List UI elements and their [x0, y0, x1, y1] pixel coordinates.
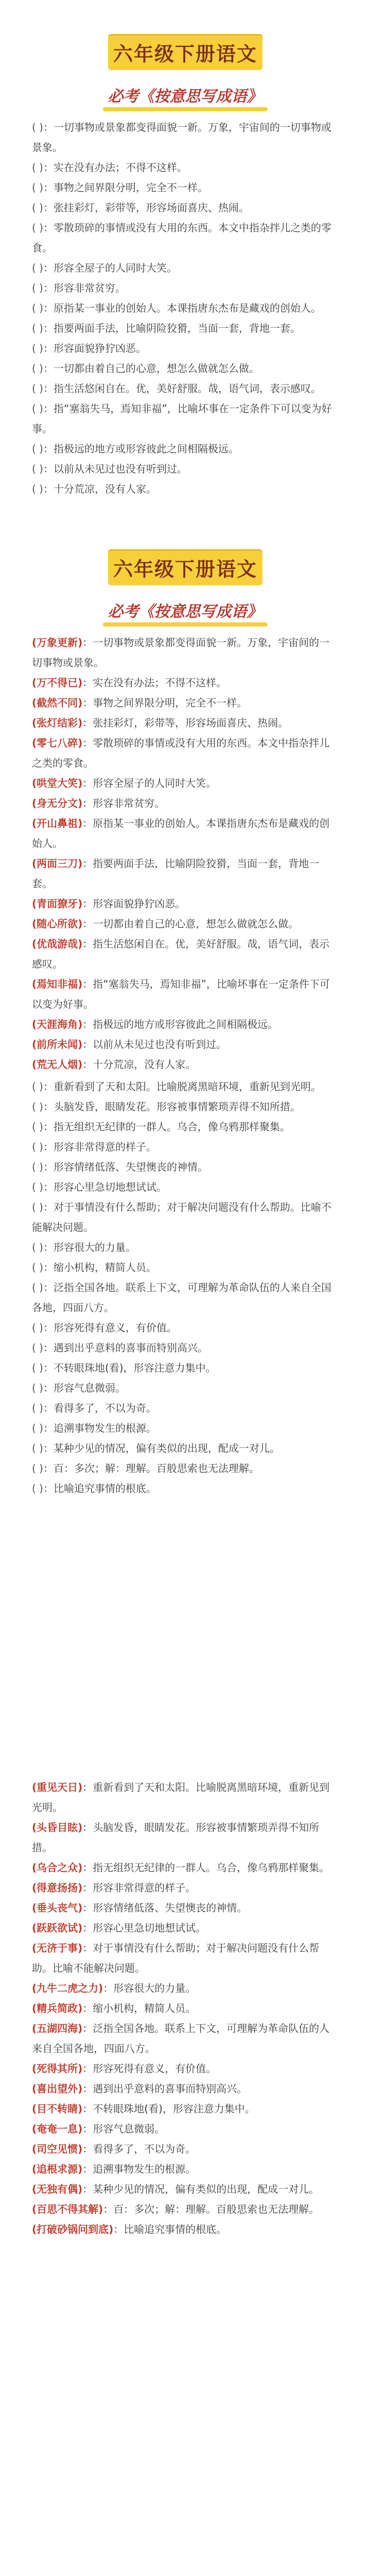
separator: ：: [43, 1261, 54, 1274]
idiom-definition: 一切事物或景象都变得面貌一新。万象，宇宙间的一切事物或景象。: [32, 636, 330, 669]
separator: ：: [82, 737, 93, 749]
separator: ：: [43, 282, 54, 294]
idiom-blank: ( ): [32, 1482, 43, 1495]
idiom-answer: (死得其所): [32, 2062, 83, 2075]
idiom-entry: [0, 1238, 370, 1258]
idiom-answer: (天涯海角): [32, 1018, 83, 1030]
idiom-entry: [0, 1898, 370, 1918]
separator: ：: [43, 222, 54, 234]
separator: ：: [82, 2002, 93, 2014]
separator: ：: [43, 1482, 54, 1495]
idiom-entry: [0, 117, 370, 158]
idiom-answer: (得意扬扬): [32, 1882, 83, 1894]
idiom-entry: [0, 1318, 370, 1338]
idiom-answer: (无济于事): [32, 1942, 83, 1954]
separator: ：: [82, 1058, 93, 1071]
idiom-entry: [0, 1278, 370, 1318]
idiom-definition: 缩小机构，精简人员。: [53, 1261, 156, 1274]
separator: ：: [82, 777, 93, 789]
idiom-definition: 比喻追究事情的根底。: [53, 1482, 156, 1495]
idiom-entry: [0, 278, 370, 298]
idiom-blank: ( ): [32, 1382, 43, 1394]
idiom-answer: (随心所欲): [32, 918, 83, 930]
section-3-entries: [0, 1077, 370, 1499]
separator: ：: [82, 697, 93, 709]
idiom-definition: 形容心里急切地想试试。: [53, 1181, 167, 1193]
idiom-definition: 一切事物或景象都变得面貌一新。万象，宇宙间的一切事物或景象。: [32, 121, 331, 154]
idiom-entry: [0, 814, 370, 854]
idiom-blank: ( ): [32, 322, 43, 334]
idiom-definition: 遇到出乎意料的喜事而特别高兴。: [93, 2082, 248, 2095]
separator: ：: [43, 121, 54, 133]
idiom-blank: ( ): [32, 1121, 43, 1133]
idiom-blank: ( ): [32, 1402, 43, 1414]
separator: ：: [43, 1141, 54, 1153]
idiom-entry: [0, 733, 370, 773]
idiom-entry: [0, 1459, 370, 1479]
idiom-blank: ( ): [32, 483, 43, 495]
idiom-definition: 形容非常贫穷。: [93, 797, 165, 809]
section-2-banner: [108, 549, 262, 585]
idiom-definition: 某种少见的情况，偏有类似的出现，配成一对儿。: [93, 2183, 320, 2195]
idiom-definition: 十分荒凉，没有人家。: [53, 483, 156, 495]
separator: ：: [43, 1362, 54, 1374]
idiom-blank: ( ): [32, 201, 43, 214]
idiom-entry: [0, 1398, 370, 1418]
idiom-definition: 形容很大的力量。: [113, 1982, 196, 1994]
idiom-definition: 指极远的地方或形容彼此之间相隔极远。: [53, 443, 239, 455]
idiom-blank: ( ): [32, 402, 43, 415]
idiom-definition: 实在没有办法；不得不这样。: [93, 676, 227, 689]
idiom-definition: 零散琐碎的事情或没有大用的东西。本文中指杂拌儿之类的零食。: [32, 222, 331, 254]
idiom-answer: (截然不同): [32, 697, 83, 709]
separator: ：: [43, 1382, 54, 1394]
separator: ：: [82, 817, 93, 829]
idiom-answer: (万不得已): [32, 676, 83, 689]
idiom-answer: (头昏目眩): [32, 1821, 83, 1834]
idiom-blank: ( ): [32, 443, 43, 455]
idiom-entry: [0, 399, 370, 439]
section-4-entries: [0, 1777, 370, 2240]
idiom-answer: (追根求源): [32, 2163, 83, 2175]
separator: ：: [82, 1038, 93, 1050]
separator: ：: [82, 636, 93, 649]
separator: ：: [82, 897, 93, 910]
idiom-entry: [0, 1117, 370, 1137]
idiom-entry: [0, 1014, 370, 1035]
idiom-definition: 泛指全国各地。联系上下文，可理解为革命队伍的人来自全国各地，四面八方。: [32, 2022, 330, 2055]
idiom-blank: ( ): [32, 362, 43, 375]
idiom-entry: [0, 2179, 370, 2199]
idiom-definition: 看得多了，不以为奇。: [53, 1402, 156, 1414]
idiom-blank: ( ): [32, 1141, 43, 1153]
separator: ：: [43, 1321, 54, 1334]
idiom-definition: 指“塞翁失马，焉知非福”，比喻坏事在一定条件下可以变为好事。: [32, 978, 330, 1010]
separator: ：: [82, 1821, 93, 1834]
idiom-entry: [0, 1938, 370, 1978]
idiom-entry: [0, 793, 370, 814]
idiom-definition: 形容面貌狰狞凶恶。: [93, 897, 186, 910]
idiom-definition: 张挂彩灯，彩带等，形容场面喜庆、热闹。: [93, 717, 289, 729]
idiom-entry: [0, 1338, 370, 1358]
idiom-entry: [0, 1438, 370, 1459]
idiom-definition: 指生活悠闲自在。优，美好舒服。哉，语气词，表示感叹。: [53, 382, 321, 395]
separator: ：: [82, 2103, 93, 2115]
idiom-entry: [0, 974, 370, 1014]
idiom-answer: (身无分文): [32, 797, 83, 809]
separator: ：: [82, 676, 93, 689]
idiom-entry: [0, 218, 370, 258]
idiom-definition: 十分荒凉，没有人家。: [93, 1058, 196, 1071]
separator: ：: [43, 1161, 54, 1173]
idiom-entry: [0, 2079, 370, 2099]
idiom-definition: 不转眼珠地(看)，形容注意力集中。: [53, 1362, 216, 1374]
idiom-entry: [0, 1258, 370, 1278]
idiom-entry: [0, 1777, 370, 1818]
idiom-definition: 一切都由着自己的心意，想怎么做就怎么做。: [53, 362, 259, 375]
idiom-entry: [0, 854, 370, 894]
idiom-entry: [0, 1858, 370, 1878]
idiom-definition: 形容心里急切地想试试。: [93, 1922, 206, 1934]
separator: ：: [43, 362, 54, 375]
section-1-subtitle-underline: [103, 107, 268, 111]
idiom-definition: 形容非常贫穷。: [53, 282, 126, 294]
separator: ：: [82, 1922, 93, 1934]
idiom-blank: ( ): [32, 181, 43, 194]
idiom-answer: (哄堂大笑): [32, 777, 83, 789]
idiom-answer: (万象更新): [32, 636, 83, 649]
idiom-definition: 追溯事物发生的根源。: [53, 1422, 156, 1434]
idiom-blank: ( ): [32, 121, 43, 133]
idiom-blank: ( ): [32, 1181, 43, 1193]
idiom-blank: ( ): [32, 1161, 43, 1173]
idiom-blank: ( ): [32, 1201, 43, 1213]
separator: ：: [82, 1781, 93, 1793]
separator: ：: [82, 2143, 93, 2155]
idiom-blank: ( ): [32, 1462, 43, 1475]
idiom-definition: 指极远的地方或形容彼此之间相隔极远。: [93, 1018, 278, 1030]
separator: ：: [43, 1402, 54, 1414]
idiom-definition: 实在没有办法；不得不这样。: [53, 161, 187, 174]
idiom-entry: [0, 1358, 370, 1378]
idiom-blank: ( ): [32, 161, 43, 174]
separator: ：: [82, 2183, 93, 2195]
idiom-definition: 指生活悠闲自在。优，美好舒服。哉，语气词，表示感叹。: [32, 938, 330, 970]
idiom-definition: 头脑发昏，眼睛发花。形容被事情繁琐弄得不知所措。: [53, 1100, 301, 1113]
idiom-blank: ( ): [32, 1422, 43, 1434]
separator: ：: [82, 2022, 93, 2035]
section-1-subtitle: 必考《按意思写成语》: [108, 88, 262, 106]
idiom-entry: [0, 2119, 370, 2139]
idiom-definition: 形容全屋子的人同时大笑。: [93, 777, 217, 789]
idiom-entry: [0, 1378, 370, 1398]
section-1-entries: [0, 117, 370, 499]
idiom-definition: 遇到出乎意料的喜事而特别高兴。: [53, 1342, 208, 1354]
separator: ：: [82, 1018, 93, 1030]
idiom-entry: [0, 379, 370, 399]
separator: ：: [43, 1241, 54, 1253]
idiom-definition: 看得多了，不以为奇。: [93, 2143, 196, 2155]
idiom-definition: 形容死得有意义，有价值。: [93, 2062, 217, 2075]
idiom-answer: (前所未闻): [32, 1038, 83, 1050]
idiom-entry: [0, 1818, 370, 1858]
idiom-definition: 指“塞翁失马，焉知非福”，比喻坏事在一定条件下可以变为好事。: [32, 402, 332, 435]
idiom-entry: [0, 1077, 370, 1097]
separator: ：: [43, 262, 54, 274]
idiom-entry: [0, 713, 370, 733]
idiom-entry: [0, 2159, 370, 2179]
idiom-answer: (重见天日): [32, 1781, 83, 1793]
idiom-definition: 形容面貌狰狞凶恶。: [53, 342, 146, 354]
idiom-answer: (百思不得其解): [32, 2203, 103, 2215]
idiom-answer: (五湖四海): [32, 2022, 83, 2035]
idiom-blank: ( ): [32, 1342, 43, 1354]
separator: ：: [82, 857, 93, 870]
idiom-entry: [0, 298, 370, 318]
idiom-blank: ( ): [32, 342, 43, 354]
idiom-blank: ( ): [32, 1080, 43, 1093]
idiom-answer: (喜出望外): [32, 2082, 83, 2095]
separator: ：: [43, 201, 54, 214]
idiom-entry: [0, 1418, 370, 1438]
idiom-entry: [0, 633, 370, 673]
idiom-definition: 缩小机构，精简人员。: [93, 2002, 196, 2014]
idiom-answer: (司空见惯): [32, 2143, 83, 2155]
idiom-definition: 头脑发昏，眼睛发花。形容被事情繁琐弄得不知所措。: [32, 1821, 320, 1854]
idiom-definition: 形容死得有意义，有价值。: [53, 1321, 177, 1334]
idiom-entry: [0, 773, 370, 793]
idiom-blank: ( ): [32, 463, 43, 475]
separator: ：: [82, 717, 93, 729]
idiom-definition: 一切都由着自己的心意，想怎么做就怎么做。: [93, 918, 299, 930]
idiom-blank: ( ): [32, 1261, 43, 1274]
idiom-answer: (两面三刀): [32, 857, 83, 870]
idiom-definition: 百：多次；解：理解。百般思索也无法理解。: [53, 1462, 259, 1475]
idiom-answer: (打破砂锅问到底): [32, 2223, 114, 2235]
separator: ：: [43, 302, 54, 314]
idiom-entry: [0, 894, 370, 914]
section-1-title: 六年级下册语文: [113, 43, 257, 65]
idiom-definition: 形容非常得意的样子。: [53, 1141, 156, 1153]
idiom-answer: (跃跃欲试): [32, 1922, 83, 1934]
separator: ：: [43, 1080, 54, 1093]
idiom-entry: [0, 2199, 370, 2219]
section-2-subtitle: 必考《按意思写成语》: [108, 603, 262, 621]
idiom-blank: ( ): [32, 222, 43, 234]
separator: ：: [43, 1100, 54, 1113]
separator: ：: [82, 1861, 93, 1874]
idiom-definition: 以前从未见过也没有听到过。: [53, 463, 187, 475]
idiom-entry: [0, 359, 370, 379]
idiom-definition: 以前从未见过也没有听到过。: [93, 1038, 227, 1050]
separator: ：: [82, 2123, 93, 2135]
separator: ：: [43, 1281, 54, 1294]
separator: ：: [82, 2082, 93, 2095]
idiom-answer: (奄奄一息): [32, 2123, 83, 2135]
idiom-answer: (开山鼻祖): [32, 817, 83, 829]
idiom-definition: 形容情绪低落、失望懊丧的神情。: [93, 1902, 248, 1914]
idiom-entry: [0, 2219, 370, 2240]
idiom-answer: (零七八碎): [32, 737, 83, 749]
idiom-definition: 事物之间界限分明，完全不一样。: [53, 181, 208, 194]
separator: ：: [43, 443, 54, 455]
separator: ：: [113, 2223, 124, 2235]
idiom-answer: (优哉游哉): [32, 938, 83, 950]
separator: ：: [43, 161, 54, 174]
idiom-entry: [0, 2059, 370, 2079]
idiom-definition: 指无组织无纪律的一群人。乌合，像乌鸦那样聚集。: [53, 1121, 290, 1133]
idiom-entry: [0, 1177, 370, 1197]
section-1-banner: [108, 34, 262, 70]
idiom-definition: 重新看到了天和太阳。比喻脱离黑暗环境，重新见到光明。: [32, 1781, 330, 1814]
idiom-entry: [0, 318, 370, 338]
idiom-entry: [0, 914, 370, 934]
separator: ：: [82, 918, 93, 930]
idiom-definition: 泛指全国各地。联系上下文，可理解为革命队伍的人来自全国各地，四面八方。: [32, 1281, 331, 1314]
separator: ：: [43, 483, 54, 495]
idiom-definition: 指要两面手法，比喻阴险狡猾，当面一套，背地一套。: [53, 322, 301, 334]
idiom-blank: ( ): [32, 382, 43, 395]
idiom-definition: 指要两面手法，比喻阴险狡猾，当面一套，背地一套。: [32, 857, 320, 890]
idiom-entry: [0, 198, 370, 218]
idiom-definition: 形容气息微弱。: [53, 1382, 126, 1394]
idiom-blank: ( ): [32, 262, 43, 274]
idiom-entry: [0, 1137, 370, 1157]
separator: ：: [43, 1121, 54, 1133]
idiom-blank: ( ): [32, 1442, 43, 1454]
idiom-answer: (荒无人烟): [32, 1058, 83, 1071]
idiom-entry: [0, 258, 370, 278]
idiom-definition: 某种少见的情况，偏有类似的出现，配成一对儿。: [53, 1442, 280, 1454]
idiom-definition: 形容气息微弱。: [93, 2123, 165, 2135]
separator: ：: [43, 342, 54, 354]
idiom-entry: [0, 1197, 370, 1238]
separator: ：: [82, 797, 93, 809]
separator: ：: [43, 1342, 54, 1354]
idiom-answer: (乌合之众): [32, 1861, 83, 1874]
idiom-entry: [0, 693, 370, 713]
idiom-entry: [0, 338, 370, 359]
separator: ：: [82, 1902, 93, 1914]
idiom-definition: 对于事情没有什么帮助；对于解决问题没有什么帮助。比喻不能解决问题。: [32, 1942, 320, 1974]
separator: ：: [43, 1422, 54, 1434]
idiom-entry: [0, 459, 370, 479]
idiom-definition: 原指某一事业的创始人。本课指唐东杰布是藏戏的创始人。: [53, 302, 321, 314]
idiom-definition: 百：多次；解：理解。百般思索也无法理解。: [113, 2203, 320, 2215]
separator: ：: [82, 938, 93, 950]
idiom-definition: 指无组织无纪律的一群人。乌合，像乌鸦那样聚集。: [93, 1861, 330, 1874]
idiom-entry: [0, 2139, 370, 2159]
idiom-entry: [0, 1479, 370, 1499]
separator: ：: [82, 1942, 93, 1954]
idiom-answer: (垂头丧气): [32, 1902, 83, 1914]
idiom-definition: 比喻追究事情的根底。: [124, 2223, 227, 2235]
idiom-entry: [0, 1097, 370, 1117]
idiom-definition: 追溯事物发生的根源。: [93, 2163, 196, 2175]
idiom-blank: ( ): [32, 1321, 43, 1334]
idiom-entry: [0, 1035, 370, 1055]
idiom-answer: (目不转睛): [32, 2103, 83, 2115]
idiom-definition: 事物之间界限分明，完全不一样。: [93, 697, 248, 709]
idiom-definition: 形容情绪低落、失望懊丧的神情。: [53, 1161, 208, 1173]
idiom-blank: ( ): [32, 1281, 43, 1294]
separator: ：: [43, 1181, 54, 1193]
idiom-entry: [0, 439, 370, 459]
idiom-definition: 对于事情没有什么帮助；对于解决问题没有什么帮助。比喻不能解决问题。: [32, 1201, 331, 1233]
idiom-entry: [0, 673, 370, 693]
idiom-entry: [0, 479, 370, 499]
idiom-answer: (九牛二虎之力): [32, 1982, 103, 1994]
idiom-entry: [0, 2099, 370, 2119]
idiom-blank: ( ): [32, 1362, 43, 1374]
separator: ：: [43, 382, 54, 395]
idiom-answer: (青面獠牙): [32, 897, 83, 910]
idiom-blank: ( ): [32, 1100, 43, 1113]
idiom-answer: (无独有偶): [32, 2183, 83, 2195]
idiom-definition: 零散琐碎的事情或没有大用的东西。本文中指杂拌儿之类的零食。: [32, 737, 330, 769]
idiom-definition: 形容全屋子的人同时大笑。: [53, 262, 177, 274]
separator: ：: [82, 2062, 93, 2075]
idiom-blank: ( ): [32, 1241, 43, 1253]
idiom-answer: (精兵简政): [32, 2002, 83, 2014]
idiom-entry: [0, 1978, 370, 1998]
idiom-entry: [0, 1998, 370, 2019]
idiom-definition: 张挂彩灯，彩带等，形容场面喜庆、热闹。: [53, 201, 249, 214]
idiom-entry: [0, 1055, 370, 1075]
section-2-entries: [0, 633, 370, 1075]
section-2-subtitle-underline: [103, 622, 268, 626]
idiom-blank: ( ): [32, 282, 43, 294]
idiom-entry: [0, 934, 370, 974]
separator: ：: [43, 1201, 54, 1213]
idiom-definition: 形容很大的力量。: [53, 1241, 136, 1253]
separator: ：: [43, 181, 54, 194]
separator: ：: [43, 1462, 54, 1475]
idiom-definition: 重新看到了天和太阳。比喻脱离黑暗环境，重新见到光明。: [53, 1080, 321, 1093]
separator: ：: [43, 1442, 54, 1454]
idiom-answer: (张灯结彩): [32, 717, 83, 729]
separator: ：: [43, 463, 54, 475]
idiom-definition: 不转眼珠地(看)，形容注意力集中。: [93, 2103, 255, 2115]
idiom-answer: (焉知非福): [32, 978, 83, 990]
idiom-entry: [0, 1157, 370, 1177]
separator: ：: [103, 2203, 114, 2215]
idiom-entry: [0, 2019, 370, 2059]
separator: ：: [103, 1982, 114, 1994]
separator: ：: [82, 2163, 93, 2175]
separator: ：: [82, 978, 93, 990]
idiom-definition: 原指某一事业的创始人。本课指唐东杰布是藏戏的创始人。: [32, 817, 330, 850]
idiom-entry: [0, 1878, 370, 1898]
section-2-title: 六年级下册语文: [113, 558, 257, 581]
idiom-entry: [0, 158, 370, 178]
separator: ：: [43, 402, 54, 415]
idiom-definition: 形容非常得意的样子。: [93, 1882, 196, 1894]
separator: ：: [43, 322, 54, 334]
idiom-entry: [0, 178, 370, 198]
idiom-entry: [0, 1918, 370, 1938]
separator: ：: [82, 1882, 93, 1894]
idiom-blank: ( ): [32, 302, 43, 314]
